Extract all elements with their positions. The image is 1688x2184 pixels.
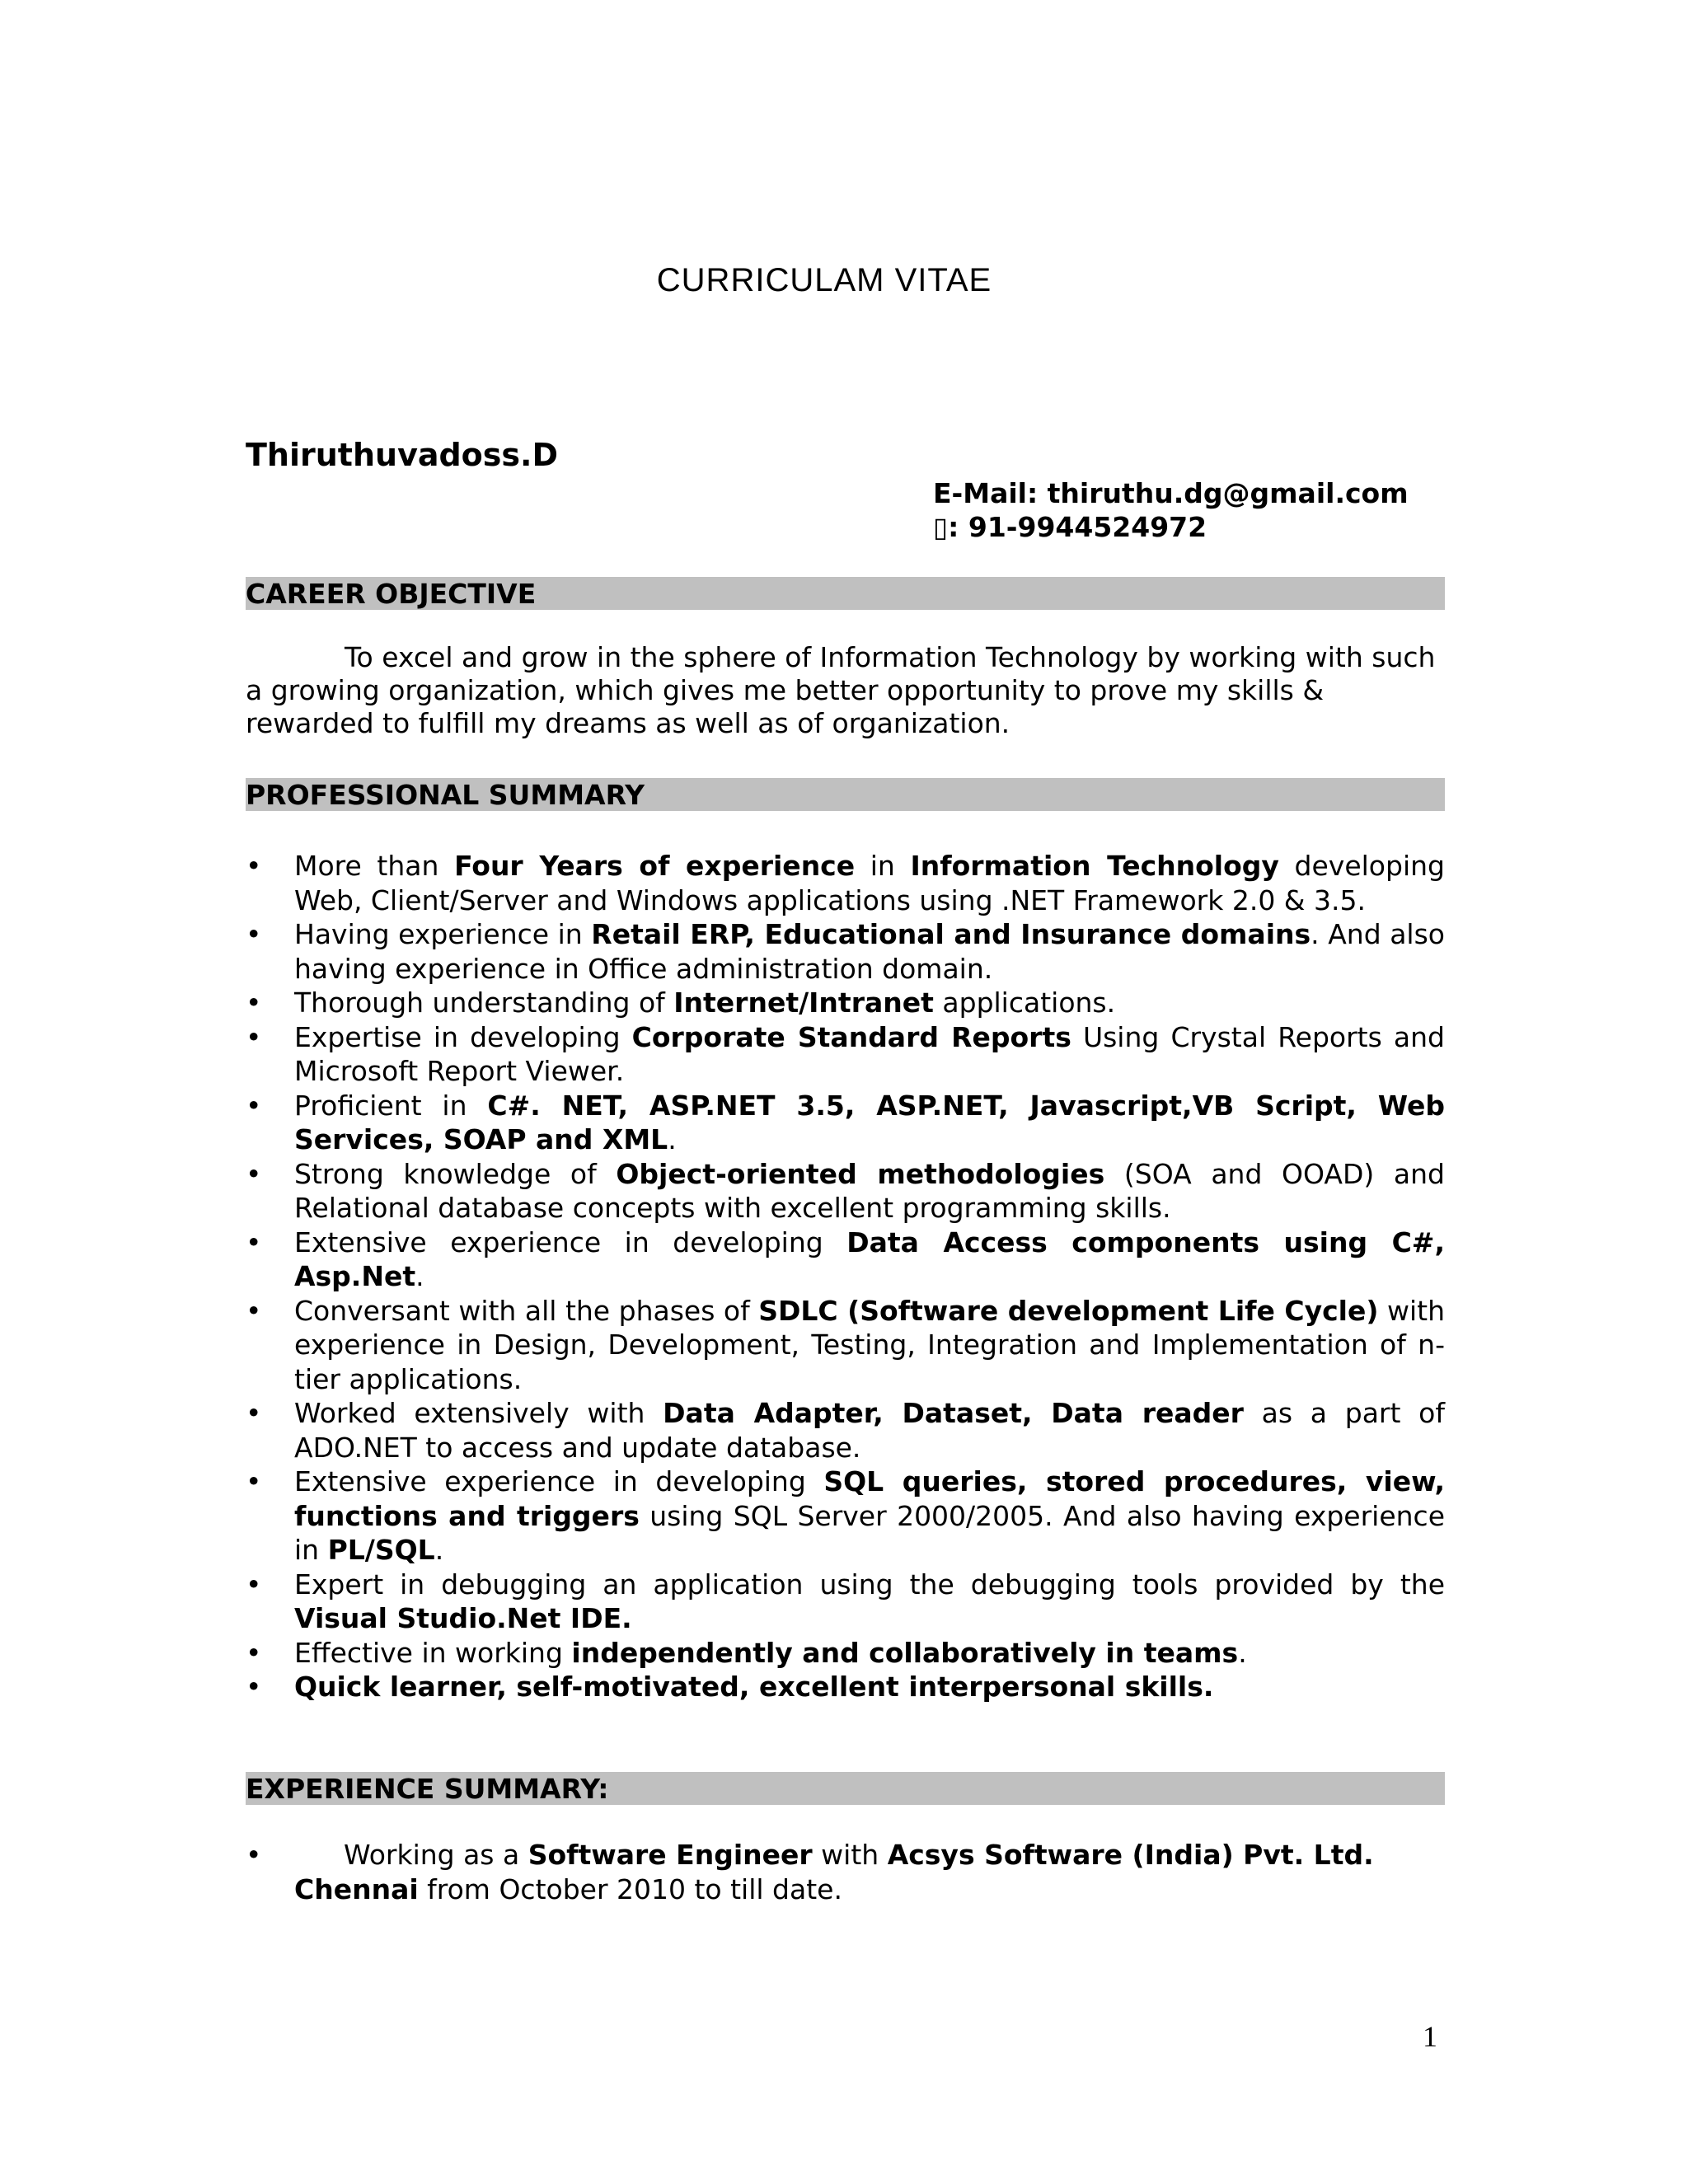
summary-bullet-item: • Extensive experience in developing Data Access components using C#, Asp.Net. <box>246 1226 1445 1294</box>
summary-bullet-item: • Conversant with all the phases of SDLC (Software development Life Cycle) with experience in Design, Development, Testing, Integration and Implementation of n-tier applications. <box>246 1294 1445 1397</box>
summary-bullet-item: • Extensive experience in developing SQL queries, stored procedures, view, functions and triggers using SQL Server 2000/2005. And also having experience in PL/SQL. <box>246 1465 1445 1568</box>
experience-item: • Working as a Software Engineer with Acsys Software (India) Pvt. Ltd. Chennai from October 2010 to till date. <box>246 1838 1445 1907</box>
professional-summary-list <box>246 849 1445 1704</box>
summary-bullet-item: • Strong knowledge of Object-oriented methodologies (SOA and OOAD) and Relational database concepts with excellent programming skills. <box>246 1157 1445 1226</box>
summary-bullet-item: • Effective in working independently and collaboratively in teams. <box>246 1636 1445 1671</box>
career-objective-heading: CAREER OBJECTIVE <box>246 577 1445 610</box>
summary-bullet-item: • Proficient in C#. NET, ASP.NET 3.5, ASP.NET, Javascript,VB Script, Web Services, SOAP and XML. <box>246 1089 1445 1157</box>
summary-bullet-item: • Expert in debugging an application using the debugging tools provided by the Visual Studio.Net IDE. <box>246 1568 1445 1636</box>
page-number: 1 <box>1423 2020 1437 2053</box>
summary-bullet-item: • Worked extensively with Data Adapter, Dataset, Data reader as a part of ADO.NET to access and update database. <box>246 1396 1445 1465</box>
summary-bullet-item: • Thorough understanding of Internet/Intranet applications. <box>246 986 1445 1020</box>
candidate-name: Thiruthuvadoss.D <box>246 437 558 473</box>
summary-bullet-item: • Having experience in Retail ERP, Educational and Insurance domains. And also having experience in Office administration domain. <box>246 917 1445 986</box>
contact-block <box>933 476 1409 544</box>
professional-summary-heading: PROFESSIONAL SUMMARY <box>246 778 1445 811</box>
career-objective-text: To excel and grow in the sphere of Information Technology by working with such a growing organization, which gives me better opportunity to prove my skills & rewarded to fulfill my dreams as well as of organization. <box>246 641 1436 739</box>
summary-bullet-item: • More than Four Years of experience in Information Technology developing Web, Client/Server and Windows applications using .NET Framework 2.0 & 3.5. <box>246 849 1445 917</box>
phone-line <box>933 510 1409 544</box>
email-line: E-Mail: thiruthu.dg@gmail.com <box>933 477 1409 509</box>
summary-bullet-item: • Expertise in developing Corporate Standard Reports Using Crystal Reports and Microsoft Report Viewer. <box>246 1020 1445 1089</box>
document-title: CURRICULAM VITAE <box>656 262 992 298</box>
experience-summary-heading: EXPERIENCE SUMMARY: <box>246 1772 1445 1805</box>
phone-number: : 91-9944524972 <box>948 511 1207 543</box>
summary-bullet-item: • Quick learner, self-motivated, excellent interpersonal skills. <box>246 1670 1445 1704</box>
phone-icon: ▯ <box>933 511 949 543</box>
